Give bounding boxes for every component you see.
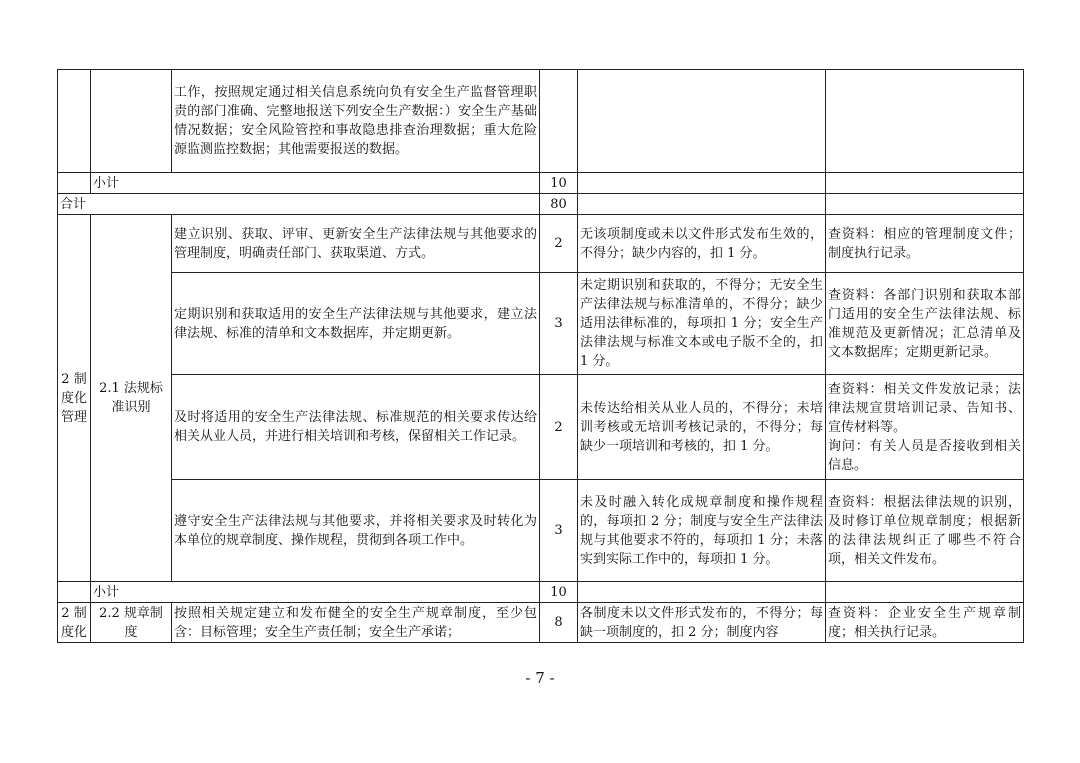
evidence-cell: 查资料：根据法律法规的识别，及时修订单位规章制度；根据新的法律法规纠正了哪些不符合项，相关文件发布。 [826, 480, 1024, 582]
evidence-cell [826, 70, 1024, 173]
method-cell: 未定期识别和获取的，不得分；无安全生产法律法规与标准清单的，不得分；缺少适用法律标准的，每项扣 1 分；安全生产法律法规与标准文本或电子版不全的，扣 1 分。 [578, 273, 826, 375]
method-cell [578, 70, 826, 173]
content-cell: 工作，按照规定通过相关信息系统向负有安全生产监督管理职责的部门准确、完整地报送下列安全生产数据：）安全生产基础情况数据；安全风险管控和事故隐患排查治理数据；重大危险源监测监控数据；其他需要报送的数据。 [172, 70, 540, 173]
table-row [58, 375, 1024, 480]
evidence-cell [826, 582, 1024, 603]
table-row [58, 70, 1024, 173]
item-cell: 2.2 规章制度 [91, 603, 172, 643]
evidence-cell [826, 194, 1024, 215]
method-cell: 各制度未以文件形式发布的，不得分；每缺一项制度的，扣 2 分；制度内容 [578, 603, 826, 643]
table-row [58, 273, 1024, 375]
subtotal-row [58, 173, 1024, 194]
total-score: 80 [540, 194, 578, 215]
content-cell: 按照相关规定建立和发布健全的安全生产规章制度，至少包含：目标管理；安全生产责任制；安全生产承诺； [172, 603, 540, 643]
method-cell [578, 194, 826, 215]
method-cell: 无该项制度或未以文件形式发布生效的，不得分；缺少内容的，扣 1 分。 [578, 215, 826, 273]
evidence-cell: 查资料：相应的管理制度文件；制度执行记录。 [826, 215, 1024, 273]
score-cell: 3 [540, 273, 578, 375]
method-cell: 未及时融入转化成规章制度和操作规程的，每项扣 2 分；制度与安全生产法律法规与其他要求不符的，每项扣 1 分；未落实到实际工作中的，每项扣 1 分。 [578, 480, 826, 582]
standard-scoring-table [57, 69, 1024, 643]
category-cell: 2 制度化管理 [58, 215, 91, 582]
score-cell: 2 [540, 215, 578, 273]
item-cell: 2.1 法规标准识别 [91, 215, 172, 582]
page-number: - 7 - [525, 669, 555, 687]
score-cell [540, 70, 578, 173]
content-cell: 遵守安全生产法律法规与其他要求，并将相关要求及时转化为本单位的规章制度、操作规程，贯彻到各项工作中。 [172, 480, 540, 582]
subtotal-row [58, 582, 1024, 603]
method-cell [578, 582, 826, 603]
content-cell: 定期识别和获取适用的安全生产法律法规与其他要求，建立法律法规、标准的清单和文本数据库，并定期更新。 [172, 273, 540, 375]
score-cell: 3 [540, 480, 578, 582]
method-cell: 未传达给相关从业人员的，不得分；未培训考核或无培训考核记录的，不得分；每缺少一项培训和考核的，扣 1 分。 [578, 375, 826, 480]
category-cell [58, 173, 91, 194]
subtotal-score: 10 [540, 173, 578, 194]
subtotal-label: 小计 [91, 582, 540, 603]
total-label: 合计 [58, 194, 540, 215]
score-cell: 2 [540, 375, 578, 480]
table-row [58, 215, 1024, 273]
subtotal-label: 小计 [91, 173, 540, 194]
evidence-cell: 查资料：相关文件发放记录；法律法规宣贯培训记录、告知书、宣传材料等。 询问：有关人员是否接收到相关信息。 [826, 375, 1024, 480]
method-cell [578, 173, 826, 194]
category-cell [58, 70, 91, 173]
content-cell: 及时将适用的安全生产法律法规、标准规范的相关要求传达给相关从业人员，并进行相关培训和考核，保留相关工作记录。 [172, 375, 540, 480]
score-cell: 8 [540, 603, 578, 643]
evidence-cell [826, 173, 1024, 194]
table-row [58, 603, 1024, 643]
content-cell: 建立识别、获取、评审、更新安全生产法律法规与其他要求的管理制度，明确责任部门、获取渠道、方式。 [172, 215, 540, 273]
total-row [58, 194, 1024, 215]
table-row [58, 480, 1024, 582]
category-cell: 2 制度化 [58, 603, 91, 643]
subtotal-score: 10 [540, 582, 578, 603]
item-cell [91, 70, 172, 173]
category-cell [58, 582, 91, 603]
evidence-cell: 查资料：企业安全生产规章制度；相关执行记录。 [826, 603, 1024, 643]
evidence-cell: 查资料：各部门识别和获取本部门适用的安全生产法律法规、标准规范及更新情况；汇总清单及文本数据库；定期更新记录。 [826, 273, 1024, 375]
